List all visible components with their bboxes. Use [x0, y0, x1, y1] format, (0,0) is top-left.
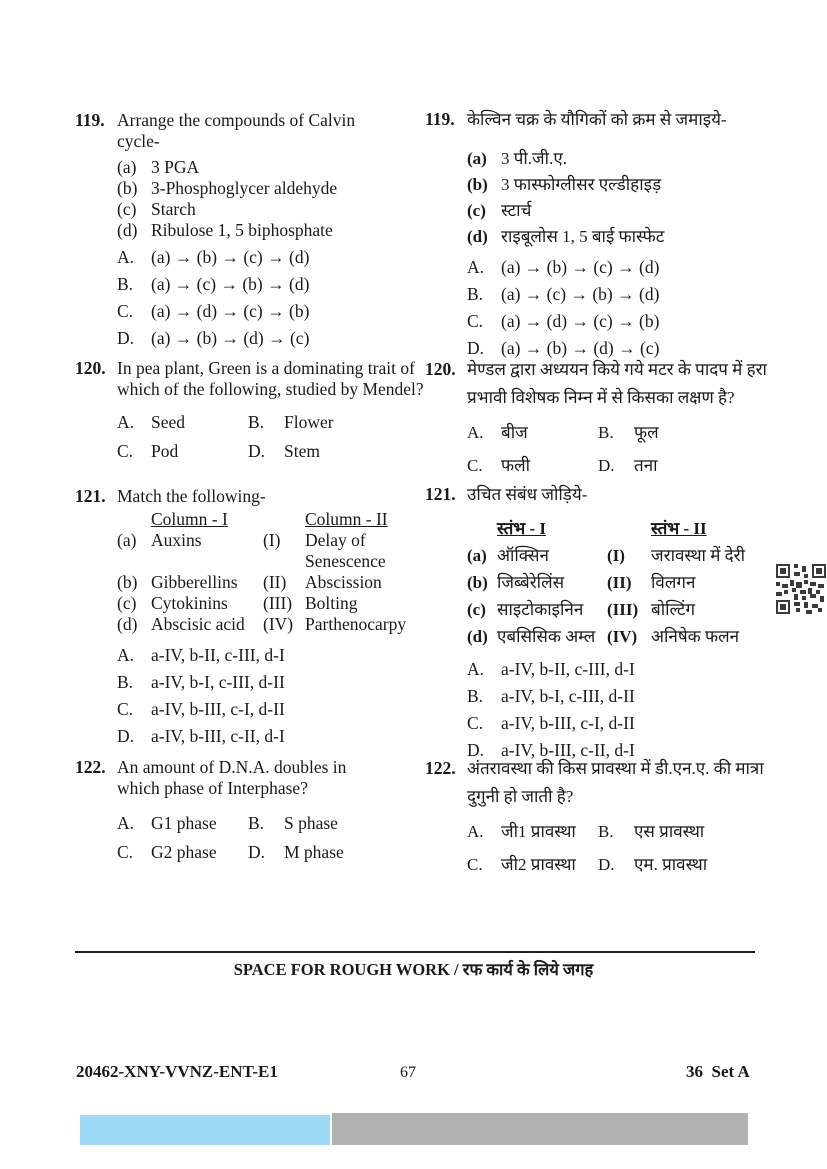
- match-row-col1: ऑक्सिन: [497, 546, 549, 565]
- question-120-hi: [425, 356, 797, 478]
- option-label: B.: [598, 423, 614, 442]
- sub-option: [117, 199, 420, 220]
- option-label: C.: [467, 456, 483, 475]
- question-stem: उचित संबंध जोड़िये-: [467, 485, 588, 504]
- option-label: D.: [248, 441, 266, 461]
- match-row-label1: (a): [117, 530, 137, 550]
- match-row-label2: (IV): [607, 627, 638, 646]
- match-row-label2: (II): [263, 572, 287, 592]
- option-text: G2 phase: [151, 842, 217, 862]
- option-text: (a) → (c) → (b) → (d): [151, 274, 310, 294]
- match-row-label1: (d): [117, 614, 138, 634]
- answer-option: [467, 311, 797, 331]
- sub-option-text: राइबूलोस 1, 5 बाई फास्फेट: [501, 227, 665, 246]
- match-row-label1: (b): [467, 573, 488, 592]
- match-row-label2: (III): [607, 600, 639, 619]
- option-text: तना: [634, 456, 658, 475]
- set-label: 36 Set A: [686, 1062, 750, 1081]
- question-120-en: [75, 358, 424, 462]
- option-label: C.: [117, 301, 134, 321]
- answer-options: [467, 820, 797, 877]
- option-text: (a) → (d) → (c) → (b): [151, 301, 310, 321]
- question-122-hi: [425, 755, 797, 877]
- match-row-label1: (d): [467, 627, 488, 646]
- match-col1-header: Column - I: [151, 509, 228, 529]
- question-number: 122.: [75, 757, 106, 777]
- option-text: (a) → (b) → (c) → (d): [501, 257, 660, 277]
- question-119-en: [75, 110, 420, 349]
- answer-option: [467, 686, 797, 706]
- sub-options: [467, 146, 797, 250]
- match-row-col2: Delay of Senescence: [305, 530, 386, 571]
- sub-option-label: (c): [467, 201, 486, 220]
- question-121-hi: [425, 481, 797, 760]
- option-label: D.: [248, 842, 266, 862]
- answer-option: [467, 659, 797, 679]
- footer-divider-line: [75, 951, 755, 953]
- match-row-label2: (III): [263, 593, 293, 613]
- sub-option-text: स्टार्च: [501, 201, 532, 220]
- sub-option-label: (a): [467, 149, 487, 168]
- option-label: A.: [117, 412, 135, 432]
- sub-option: [467, 224, 797, 250]
- option-text: Seed: [151, 412, 186, 432]
- option-label: D.: [117, 726, 135, 746]
- question-stem: अंतरावस्था की किस प्रावस्था में डी.एन.ए. की मात्रा दुगुनी हो जाती है?: [467, 759, 764, 806]
- sub-option-label: (c): [117, 199, 137, 219]
- option-label: C.: [117, 842, 134, 862]
- answer-option: [117, 672, 420, 693]
- match-table: [467, 515, 797, 650]
- question-stem: An amount of D.N.A. doubles in which phase of Interphase?: [117, 757, 347, 798]
- option-text: एम. प्रावस्था: [634, 855, 708, 874]
- answer-options: [117, 813, 420, 863]
- option-label: B.: [598, 822, 614, 841]
- option-text: a-IV, b-I, c-III, d-II: [151, 672, 285, 692]
- option-label: B.: [248, 412, 265, 432]
- question-stem: केल्विन चक्र के यौगिकों को क्रम से जमाइये-: [467, 110, 727, 129]
- question-121-en: [75, 486, 420, 747]
- option-label: A.: [117, 645, 135, 665]
- option-text: (a) → (c) → (b) → (d): [501, 284, 660, 304]
- sub-option-label: (a): [117, 157, 137, 177]
- option-text: (a) → (b) → (d) → (c): [501, 338, 660, 358]
- option-text: a-IV, b-III, c-II, d-I: [151, 726, 285, 746]
- option-label: C.: [467, 855, 483, 874]
- match-row-col1: Cytokinins: [151, 593, 228, 613]
- option-text: a-IV, b-II, c-III, d-I: [151, 645, 285, 665]
- option-text: फली: [501, 456, 531, 475]
- option-label: D.: [117, 328, 135, 348]
- option-text: G1 phase: [151, 813, 217, 833]
- option-label: A.: [467, 257, 485, 277]
- sub-option-text: 3 PGA: [151, 157, 200, 177]
- option-label: D.: [467, 740, 485, 760]
- footer-bar-gray: [332, 1113, 748, 1145]
- option-text: a-IV, b-III, c-I, d-II: [501, 713, 635, 733]
- answer-option: [117, 274, 420, 295]
- sub-option-label: (d): [117, 220, 138, 240]
- sub-options: [117, 157, 420, 241]
- option-text: a-IV, b-II, c-III, d-I: [501, 659, 635, 679]
- sub-option: [467, 172, 797, 198]
- option-label: C.: [117, 699, 134, 719]
- option-text: Flower: [284, 412, 334, 432]
- sub-option: [117, 220, 420, 241]
- answer-option: [467, 257, 797, 277]
- answer-option: [117, 726, 420, 747]
- match-row-label1: (c): [117, 593, 137, 613]
- question-number: 120.: [425, 359, 456, 379]
- answer-options: [467, 257, 797, 358]
- match-row-col1: साइटोकाइनिन: [497, 600, 584, 619]
- question-stem: Match the following-: [117, 486, 266, 506]
- option-label: A.: [467, 822, 484, 841]
- option-label: D.: [467, 338, 485, 358]
- answer-option: [117, 645, 420, 666]
- match-row-col2: जरावस्था में देरी: [651, 546, 746, 565]
- sub-option: [117, 178, 420, 199]
- question-stem: मेण्डल द्वारा अध्ययन किये गये मटर के पादप में हरा प्रभावी विशेषक निम्न में से किसका लक्षण है?: [467, 360, 767, 407]
- option-text: जी2 प्रावस्था: [501, 855, 576, 874]
- question-number: 121.: [75, 486, 106, 506]
- option-text: S phase: [284, 813, 338, 833]
- match-col2-header: Column - II: [305, 509, 388, 529]
- answer-option: [117, 699, 420, 720]
- sub-option-label: (b): [117, 178, 138, 198]
- sub-option-text: Ribulose 1, 5 biphosphate: [151, 220, 333, 240]
- match-row-label1: (c): [467, 600, 486, 619]
- match-col1-header: स्तंभ - I: [497, 519, 547, 538]
- option-label: A.: [117, 813, 135, 833]
- option-label: A.: [467, 423, 484, 442]
- match-col2-header: स्तंभ - II: [651, 519, 707, 538]
- answer-options: [117, 247, 420, 349]
- option-label: D.: [598, 456, 615, 475]
- qr-code: [776, 564, 826, 614]
- page-number: 67: [400, 1064, 416, 1081]
- match-row-label2: (IV): [263, 614, 294, 634]
- answer-option: [467, 284, 797, 304]
- option-label: D.: [598, 855, 615, 874]
- option-text: एस प्रावस्था: [634, 822, 705, 841]
- option-text: (a) → (d) → (c) → (b): [501, 311, 660, 331]
- question-number: 119.: [425, 109, 455, 129]
- option-text: M phase: [284, 842, 344, 862]
- sub-option-text: Starch: [151, 199, 196, 219]
- option-text: a-IV, b-III, c-I, d-II: [151, 699, 285, 719]
- option-text: Pod: [151, 441, 179, 461]
- question-number: 120.: [75, 358, 106, 378]
- option-label: C.: [467, 713, 484, 733]
- option-label: A.: [467, 659, 485, 679]
- option-text: बीज: [501, 423, 528, 442]
- sub-option: [467, 146, 797, 172]
- match-row-col2: Bolting: [305, 593, 358, 613]
- match-row-col1: Gibberellins: [151, 572, 238, 592]
- rough-work-label: SPACE FOR ROUGH WORK / रफ कार्य के लिये जगह: [233, 960, 594, 979]
- option-text: (a) → (b) → (d) → (c): [151, 328, 310, 348]
- question-119-hi: [425, 106, 797, 358]
- match-row-label2: (II): [607, 573, 632, 592]
- option-text: a-IV, b-I, c-III, d-II: [501, 686, 635, 706]
- answer-option: [117, 247, 420, 268]
- answer-option: [117, 301, 420, 322]
- answer-option: [467, 713, 797, 733]
- option-label: B.: [467, 284, 484, 304]
- sub-option: [117, 157, 420, 178]
- question-number: 121.: [425, 484, 456, 504]
- match-row-label2: (I): [607, 546, 625, 565]
- paper-code: 20462-XNY-VVNZ-ENT-E1: [76, 1062, 278, 1081]
- sub-option-label: (d): [467, 227, 488, 246]
- sub-option: [467, 198, 797, 224]
- question-122-en: [75, 757, 420, 863]
- match-row-col1: एबसिसिक अम्ल: [497, 627, 596, 646]
- option-label: A.: [117, 247, 135, 267]
- match-row-col2: Abscission: [305, 572, 382, 592]
- match-row-label2: (I): [263, 530, 281, 550]
- answer-option: [467, 338, 797, 358]
- match-row-col2: विलगन: [651, 573, 696, 592]
- option-label: B.: [117, 672, 134, 692]
- sub-option-text: 3 फास्फोग्लीसर एल्डीहाइड़: [501, 175, 662, 194]
- match-table: [117, 509, 420, 635]
- option-label: C.: [467, 311, 484, 331]
- option-text: Stem: [284, 441, 320, 461]
- match-row-col2: अनिषेक फलन: [651, 627, 740, 646]
- sub-option-text: 3-Phosphoglycer aldehyde: [151, 178, 338, 198]
- option-label: B.: [117, 274, 134, 294]
- option-label: C.: [117, 441, 134, 461]
- answer-options: [467, 659, 797, 760]
- option-label: B.: [248, 813, 265, 833]
- question-stem: In pea plant, Green is a dominating trait of which of the following, studied by Mendel?: [117, 358, 424, 399]
- answer-options: [117, 412, 420, 462]
- question-number: 119.: [75, 110, 105, 130]
- option-text: फूल: [634, 423, 659, 442]
- sub-option-text: 3 पी.जी.ए.: [501, 149, 567, 168]
- option-label: B.: [467, 686, 484, 706]
- match-row-col2: बोल्टिंग: [651, 600, 696, 619]
- option-text: a-IV, b-III, c-II, d-I: [501, 740, 635, 760]
- question-number: 122.: [425, 758, 456, 778]
- sub-option-label: (b): [467, 175, 488, 194]
- answer-options: [117, 645, 420, 747]
- answer-option: [117, 328, 420, 349]
- match-row-label1: (b): [117, 572, 138, 592]
- option-text: जी1 प्रावस्था: [501, 822, 576, 841]
- question-stem: Arrange the compounds of Calvin cycle-: [117, 110, 356, 151]
- match-row-col1: Abscisic acid: [151, 614, 245, 634]
- option-text: (a) → (b) → (c) → (d): [151, 247, 310, 267]
- match-row-col1: जिब्बेरेलिंस: [497, 573, 565, 592]
- match-row-col1: Auxins: [151, 530, 202, 550]
- match-row-label1: (a): [467, 546, 487, 565]
- answer-options: [467, 421, 797, 478]
- footer-bar-blue: [80, 1115, 330, 1145]
- match-row-col2: Parthenocarpy: [305, 614, 407, 634]
